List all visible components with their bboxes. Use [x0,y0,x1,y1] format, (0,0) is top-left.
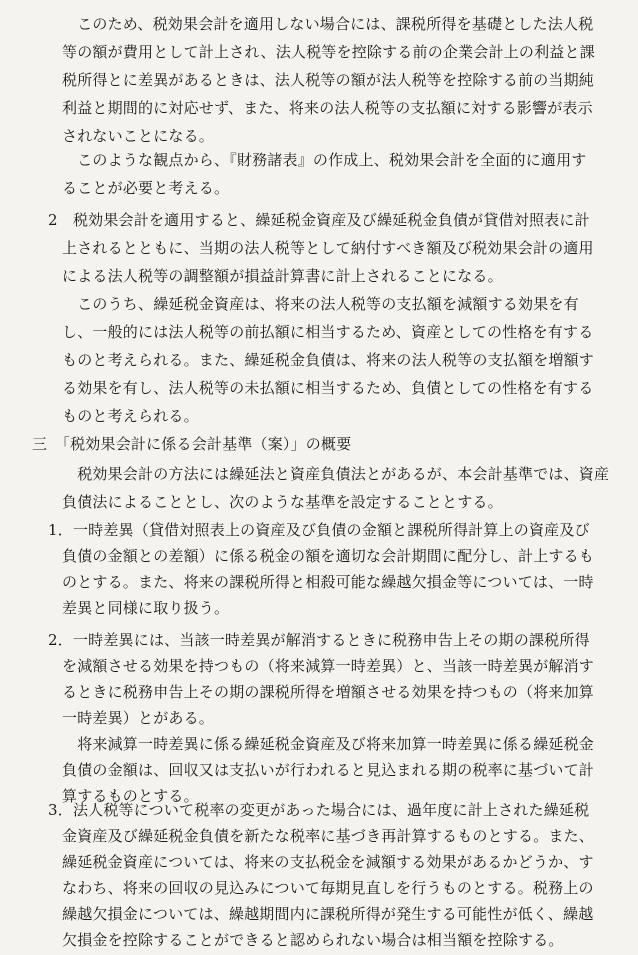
text-line: 欠損金を控除することができると認められない場合は相当額を控除する。 [62,931,564,949]
list-item-3: 3．法人税等について税率の変更があった場合には、過年度に計上された繰延税 [48,801,590,819]
text-line: 上されるとともに、当期の法人税等として納付すべき額及び税効果会計の適用 [62,239,594,257]
list-item-1: 1．一時差異（貸借対照表上の資産及び負債の金額と課税所得計算上の資産及び [48,521,590,539]
text-line: る効果を有し、法人税等の未払額に相当するため、負債としての性格を有する [62,379,594,397]
text-line: なわち、将来の回収の見込みについて毎期見直しを行うものとする。税務上の [62,879,594,897]
text-line: ものと考えられる。 [62,407,199,425]
text-line: 金資産及び繰延税金負債を新たな税率に基づき再計算するものとする。また、 [62,827,595,845]
text-line: による法人税等の調整額が損益計算書に計上されることになる。 [62,267,503,285]
text-line: 繰越欠損金については、繰越期間内に課税所得が発生する可能性が低く、繰越 [62,905,594,923]
text-line: 一時差異）とがある。 [62,709,215,727]
text-line: 利益と期間的に対応せず、また、将来の法人税等の支払額に対する影響が表示 [62,99,593,117]
text-line: し、一般的には法人税等の前払額に相当するため、資産としての性格を有する [62,323,594,341]
text-line: されないことになる。 [62,127,215,145]
text-line: 差異と同様に取り扱う。 [62,599,230,617]
text-line: 将来減算一時差異に係る繰延税金資産及び将来加算一時差異に係る繰延税金 [62,735,595,753]
text-line: 税所得とに差異があるときは、法人税等の額が法人税等を控除する前の当期純 [62,71,595,89]
text-line: ることが必要と考える。 [62,179,230,197]
text-line: このうち、繰延税金資産は、将来の法人税等の支払額を減額する効果を有 [62,295,579,313]
text-line: のとする。また、将来の課税所得と相殺可能な繰越欠損金等については、一時 [62,573,594,591]
section-3-heading: 三 「税効果会計に係る会計基準（案）」の概要 [32,435,352,453]
text-line: 繰延税金資産については、将来の支払税金を減額する効果があるかどうか、す [62,853,594,871]
text-line: ものと考えられる。また、繰延税金負債は、将来の法人税等の支払額を増額す [62,351,595,369]
text-line: 税効果会計の方法には繰延法と資産負債法とがあるが、本会計基準では、資産 [62,465,610,483]
text-line: このため、税効果会計を適用しない場合には、課税所得を基礎とした法人税 [62,15,594,33]
text-line: るときに税務申告上その期の課税所得を増額させる効果を持つもの（将来加算 [62,683,595,701]
section-2-lead: 2 税効果会計を適用すると、繰延税金資産及び繰延税金負債が貸借対照表に計 [48,211,590,229]
text-line: 負債法によることとし、次のような基準を設定することとする。 [62,493,503,511]
text-line: 負債の金額との差額）に係る税金の額を適切な会計期間に配分し、計上するも [62,547,595,565]
list-item-2: 2．一時差異には、当該一時差異が解消するときに税務申告上その期の課税所得 [48,631,590,649]
text-line: 等の額が費用として計上され、法人税等を控除する前の企業会計上の利益と課 [62,43,595,61]
text-line: 負債の金額は、回収又は支払いが行われると見込まれる期の税率に基づいて計 [62,761,595,779]
text-line: を減額させる効果を持つもの（将来減算一時差異）と、当該一時差異が解消す [62,657,595,675]
text-line: 算するものとする。 [62,787,199,805]
text-line: このような観点から、『財務諸表』の作成上、税効果会計を全面的に適用す [62,151,587,169]
